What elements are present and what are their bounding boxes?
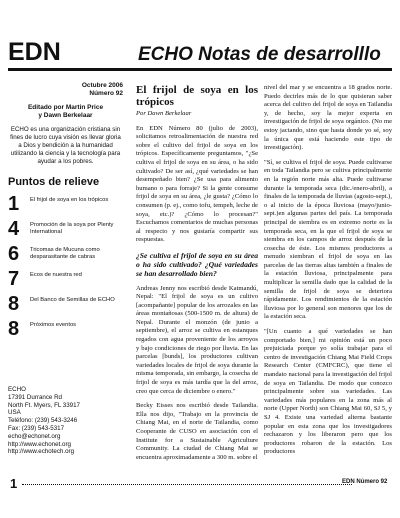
highlight-text: Ecos de nuestra red [30,272,82,278]
article-paragraph: "[Un cuanto a qué variedades se han comportado bien,] mi opinión está un poco prejuiciada porque yo solía trabajar para el centro de investigación Chiang Mai Field Crops Research Center (CMFCRC), que tiene el mandato nacional para la investigación del frijol de soya en Tailandia. De modo que conozco principalmente sobre sus variedades. Las variedades más populares en la zona más al norte (Upper North) son Chiang Mai 60, SJ 5, y SJ 4. Existe una variedad alterna bastante popular en esta zona que los investigadores rechazaron y los liberaron pero que los productores robaron de la estación. Los productores [264,328,392,456]
article-paragraph: En EDN Número 80 (julio de 2003), solicitamos retroalimentación de nuestra red sobre el cultivo del frijol de soya en los trópicos. Específicamente preguntamos, "¿Se cultiva el frijol de soya en su área, o ha sido cultivado? De ser así, ¿qué variedades se han desempeñado bien? ¿Se usa para alimento humano o para forraje? Si la gente consume frijol de soya en su área, ¿le gusta? ¿Cómo lo consumen (p. ej., como tofu, tempeh, leche de soya, etc.)? ¿Cómo lo procesan?" Escuchamos comentarios de muchas personas al respecto y nos gustaría compartir sus respuestas. [136,124,258,244]
issue-date: Octubre 2006 [81,82,123,89]
street-address: 17391 Durrance Rd [8,393,63,401]
fax: Fax: (239) 543-5317 [8,424,65,432]
masthead-title: ECHO Notas de desarrolllo [138,44,381,65]
highlight-text: Próximos eventos [30,322,77,328]
highlight-text: El frijol de soya en los trópicos [30,197,109,203]
article-paragraph: Becky Eisses nos escribió desde Tailandia. Ella nos dijo, "Trabajo en la provincia de Chiang Mai, en el norte de Tailandia, como Cooperante de CUSO en asociación con el Institute for a Sustainable Agriculture Community. La ciudad de Chiang Mai se encuentra aproximadamente a 300 m. sobre el [136,402,258,461]
highlight-text: Del Banco de Semillas de ECHO [30,297,115,303]
article-headline: El frijol de soya en los trópicos [136,84,258,108]
highlight-page: 8 [8,293,20,315]
highlights-title: Puntos de relieve [8,176,100,188]
org-name: ECHO [8,386,26,393]
article-paragraph: "Sí, se cultiva el frijol de soya. Puede cultivarse en toda Tailandia pero se cultiva principalmente en la región norte más alta. Puede cultivarse durante la temporada seca (dic./enero-abril), a finales de la temporada de lluvias (agosto-sept.), o al inicio de la época lluviosa (mayo/junio-sept.)en algunas partes del país. La temporada principal de siembra es en extremo norte es la temporada seca, en la que el frijol de soya se siembra en los campos de arroz después de la cosecha de éste. Los mismos productores a menudo siembran el frijol de soya en las parcelas de las tierras altas también a finales de la estación lluviosa, principalmente para multiplicar la semilla dado que la calidad de la semilla de frijol de soya se deteriora rápidamente. Los rendimientos de la estación lluviosa por lo general son menores que los de la estación seca. [264,158,392,321]
highlight-page: 1 [8,193,20,215]
contact-block [8,386,126,456]
country: USA [8,409,21,417]
highlight-item[interactable] [8,319,123,339]
website-link[interactable]: http://www.echotech.org [8,448,75,456]
website-link[interactable]: http://www.echonet.org [8,440,71,448]
phone: Teléfono: (239) 543-3246 [8,417,78,425]
highlight-page: 8 [8,318,20,340]
article-byline: Por Dawn Berkelaar [136,110,192,117]
highlight-item[interactable] [8,194,123,214]
highlight-text: Promoción de la soya por Plenty International [30,222,114,235]
article-column-1 [136,84,258,472]
highlight-item[interactable] [8,219,123,239]
editors-line-1: Editado por Martin Price [27,104,104,111]
footer-issue-tag: EDN Número 92 [342,479,388,485]
highlight-item[interactable] [8,269,123,289]
article-subhead: ¿Se cultiva el frijol de soya en su área o ha sido cultivado? ¿Qué variedades se han desarrollado bien? [136,250,258,279]
article-paragraph: Andreas Jenny nos escribió desde Katmandú, Nepal: "El frijol de soya es un cultivo [acompañante] popular de los arrozales en las áreas montañosas (500-1500 m. de altura) de Nepal. Durante el monzón (de junio a septiembre), el arroz se cultiva en estanques regados con agua proveniente de los arroyos y bajo condiciones de riego por lluvia. En las parcelas [bunds], los productores cultivan variedades locales de frijol de soya durante la misma temporada, sin embargo, la cosecha de frijol de soya es más tardía que la del arroz, creo que cerca de diciembre o enero." [136,284,258,395]
issue-number: Número 92 [89,90,123,97]
highlight-item[interactable] [8,244,123,264]
city-state: North Ft. Myers, FL 33917 [8,401,80,409]
article-paragraph: nivel del mar y se encuentra a 18 grados norte. Puedo decirles más de lo que quisieran saber acerca del cultivo del frijol de soya en Tailandia y, de hecho, soy la mejor experta en investigación de frijol de soya orgánico. (No me estoy jactando, sino que hasta donde yo sé, soy la única que está haciendo este tipo de investigación). [264,84,392,152]
edn-logo: EDN [8,38,61,66]
editors-line-2: y Dawn Berkelaar [38,112,93,119]
email-link[interactable]: echo@echonet.org [8,432,61,440]
footer-divider [22,484,352,485]
highlight-page: 6 [8,243,20,265]
highlight-page: 7 [8,268,20,290]
article-column-2 [264,84,392,472]
highlight-item[interactable] [8,294,123,314]
page-number: 1 [10,476,18,491]
highlight-page: 4 [8,218,20,240]
header-rule [8,68,392,71]
sidebar [8,82,123,344]
highlight-text: Tricomas de Mucuna como desparasitante de cabras [30,247,100,260]
highlights-list [8,194,123,339]
mission-statement: ECHO es una organización cristiana sin fines de lucro cuya visión es llevar gloria a Dios y bendición a la humanidad utilizando la ciencia y la tecnología para ayudar a los pobres. [10,126,121,165]
